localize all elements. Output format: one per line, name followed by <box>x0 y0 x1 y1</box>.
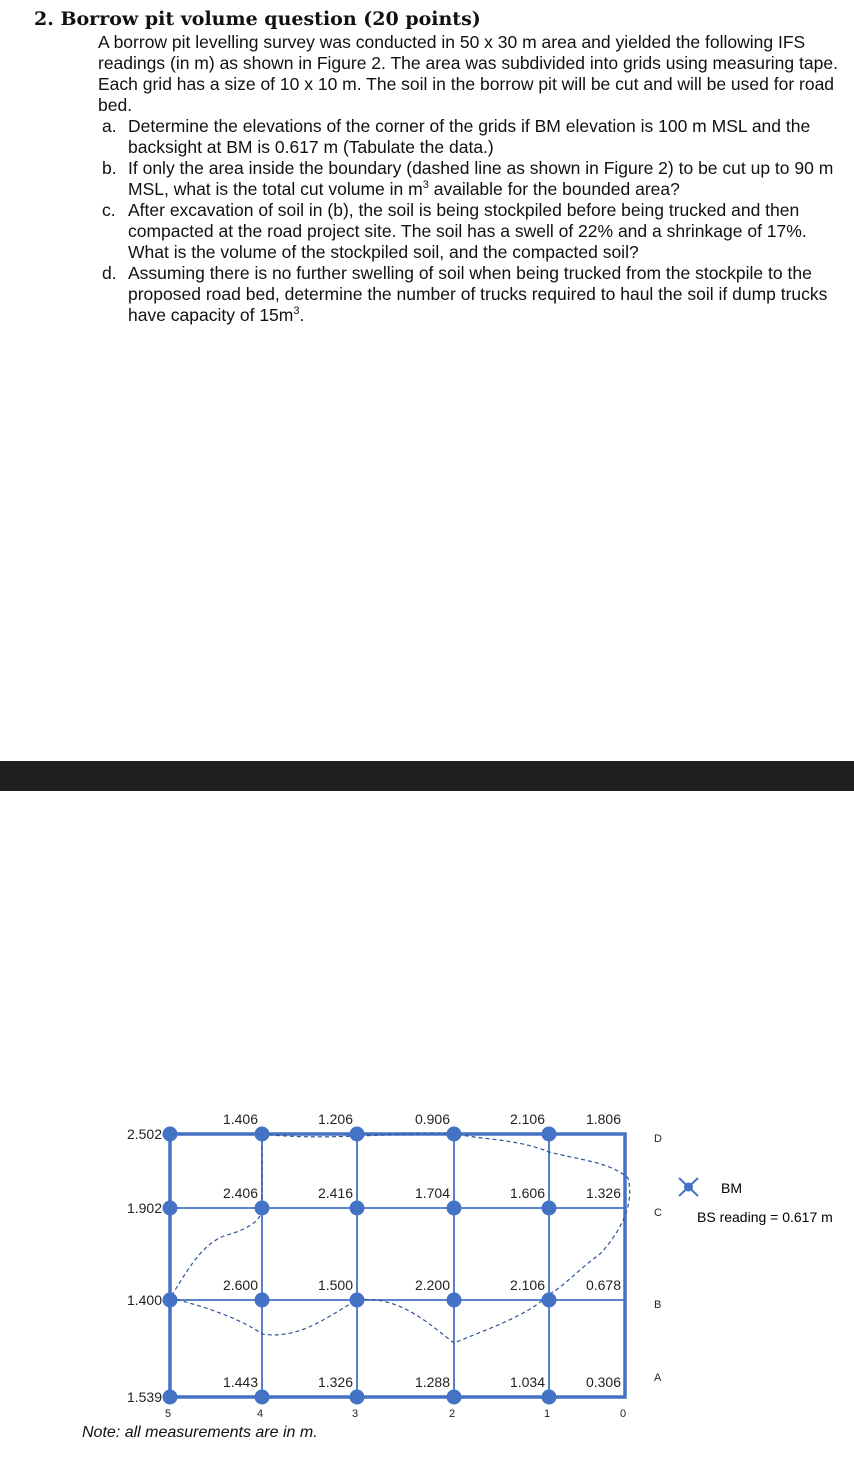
grid-outer-boundary <box>170 1134 625 1397</box>
grid-node <box>255 1201 270 1216</box>
ifs-reading-label: 0.906 <box>414 1111 450 1127</box>
ifs-reading-label: 1.288 <box>414 1374 450 1390</box>
grid-node <box>350 1293 365 1308</box>
grid-node <box>542 1201 557 1216</box>
grid-node <box>542 1127 557 1142</box>
ifs-reading-label: 1.443 <box>222 1374 258 1390</box>
column-label: 2 <box>448 1408 456 1420</box>
part-d-text: Assuming there is no further swelling of soil when being trucked from the stockpile to the proposed road bed, determine the number of trucks required to haul the soil if dump trucks have capacity of 15m <box>128 263 828 325</box>
part-a <box>102 116 844 158</box>
column-label: 5 <box>164 1408 172 1420</box>
part-b-text-end: available for the bounded area? <box>428 179 680 199</box>
part-d-superscript: 3 <box>293 305 300 318</box>
part-c-letter: c. <box>102 200 116 220</box>
grid-node <box>447 1293 462 1308</box>
part-d-letter: d. <box>102 263 117 283</box>
screenshot-divider <box>0 761 854 791</box>
grid-node <box>350 1201 365 1216</box>
column-label: 0 <box>619 1408 627 1420</box>
ifs-reading-label: 1.034 <box>509 1374 545 1390</box>
part-d <box>102 263 844 326</box>
column-labels <box>165 1408 626 1420</box>
ifs-reading-label: 2.600 <box>222 1277 258 1293</box>
part-a-letter: a. <box>102 116 117 136</box>
backsight-reading: BS reading = 0.617 m <box>697 1209 833 1225</box>
part-d-text-end: . <box>299 305 305 325</box>
part-b-text: If only the area inside the boundary (dashed line as shown in Figure 2) to be cut up to 90 m MSL, what is the total cut volume in m <box>128 158 834 199</box>
question-block <box>34 8 844 326</box>
benchmark-label: BM <box>721 1180 742 1196</box>
ifs-reading-label: 1.606 <box>509 1185 545 1201</box>
row-label: C <box>654 1207 662 1219</box>
reading-labels <box>127 1111 621 1405</box>
grid-node <box>447 1390 462 1405</box>
ifs-reading-label: 1.400 <box>126 1292 162 1308</box>
question-parts <box>34 116 844 326</box>
part-b-superscript: 3 <box>422 179 429 192</box>
ifs-reading-label: 2.106 <box>509 1111 545 1127</box>
column-label: 3 <box>351 1408 359 1420</box>
grid-node <box>255 1390 270 1405</box>
row-labels <box>654 1133 662 1384</box>
grid-node <box>447 1127 462 1142</box>
ifs-reading-label: 1.206 <box>317 1111 353 1127</box>
grid-node <box>255 1293 270 1308</box>
grid-node <box>447 1201 462 1216</box>
ifs-reading-label: 1.406 <box>222 1111 258 1127</box>
grid-node <box>542 1293 557 1308</box>
grid-lines <box>170 1134 625 1397</box>
grid-node <box>163 1127 178 1142</box>
part-b-letter: b. <box>102 158 117 178</box>
ifs-reading-label: 1.704 <box>414 1185 450 1201</box>
ifs-reading-label: 1.539 <box>126 1389 162 1405</box>
question-intro: A borrow pit levelling survey was conducted in 50 x 30 m area and yielded the following IFS readings (in m) as shown in Figure 2. The area was subdivided into grids using measuring tape. Each grid has a size of 10 x 10 m. The soil in the borrow pit will be cut and will be used for road bed. <box>98 32 838 115</box>
ifs-reading-label: 0.678 <box>585 1277 621 1293</box>
grid-node <box>163 1201 178 1216</box>
ifs-reading-label: 1.902 <box>126 1200 162 1216</box>
ifs-reading-label: 0.306 <box>585 1374 621 1390</box>
grid-node <box>163 1390 178 1405</box>
grid-node <box>350 1390 365 1405</box>
grid-node <box>350 1127 365 1142</box>
row-label: A <box>654 1372 662 1384</box>
part-b <box>102 158 844 200</box>
grid-node <box>163 1293 178 1308</box>
cut-boundary-dashed-line <box>170 1133 630 1343</box>
grid-nodes <box>163 1127 557 1405</box>
grid-diagram <box>0 1090 854 1420</box>
column-label: 4 <box>256 1408 264 1420</box>
ifs-reading-label: 1.326 <box>317 1374 353 1390</box>
ifs-reading-label: 1.500 <box>317 1277 353 1293</box>
ifs-reading-label: 2.406 <box>222 1185 258 1201</box>
benchmark-icon <box>679 1178 698 1196</box>
ifs-reading-label: 2.502 <box>126 1126 162 1142</box>
row-label: B <box>654 1299 662 1311</box>
ifs-reading-label: 2.106 <box>509 1277 545 1293</box>
ifs-reading-label: 2.200 <box>414 1277 450 1293</box>
row-label: D <box>654 1133 662 1145</box>
ifs-reading-label: 2.416 <box>317 1185 353 1201</box>
column-label: 1 <box>543 1408 551 1420</box>
ifs-reading-label: 1.806 <box>585 1111 621 1127</box>
part-c <box>102 200 844 263</box>
question-title: 2. Borrow pit volume question (20 points) <box>34 8 481 30</box>
part-c-text: After excavation of soil in (b), the soil is being stockpiled before being trucked and then compacted at the road project site. The soil has a swell of 22% and a shrinkage of 17%. What is the volume of the stockpiled soil, and the compacted soil? <box>128 200 807 262</box>
grid-node <box>542 1390 557 1405</box>
grid-node <box>255 1127 270 1142</box>
part-a-text: Determine the elevations of the corner of the grids if BM elevation is 100 m MSL and the backsight at BM is 0.617 m (Tabulate the data.) <box>128 116 811 157</box>
ifs-reading-label: 1.326 <box>585 1185 621 1201</box>
measurement-note: Note: all measurements are in m. <box>82 1424 318 1441</box>
survey-figure <box>0 1090 854 1420</box>
